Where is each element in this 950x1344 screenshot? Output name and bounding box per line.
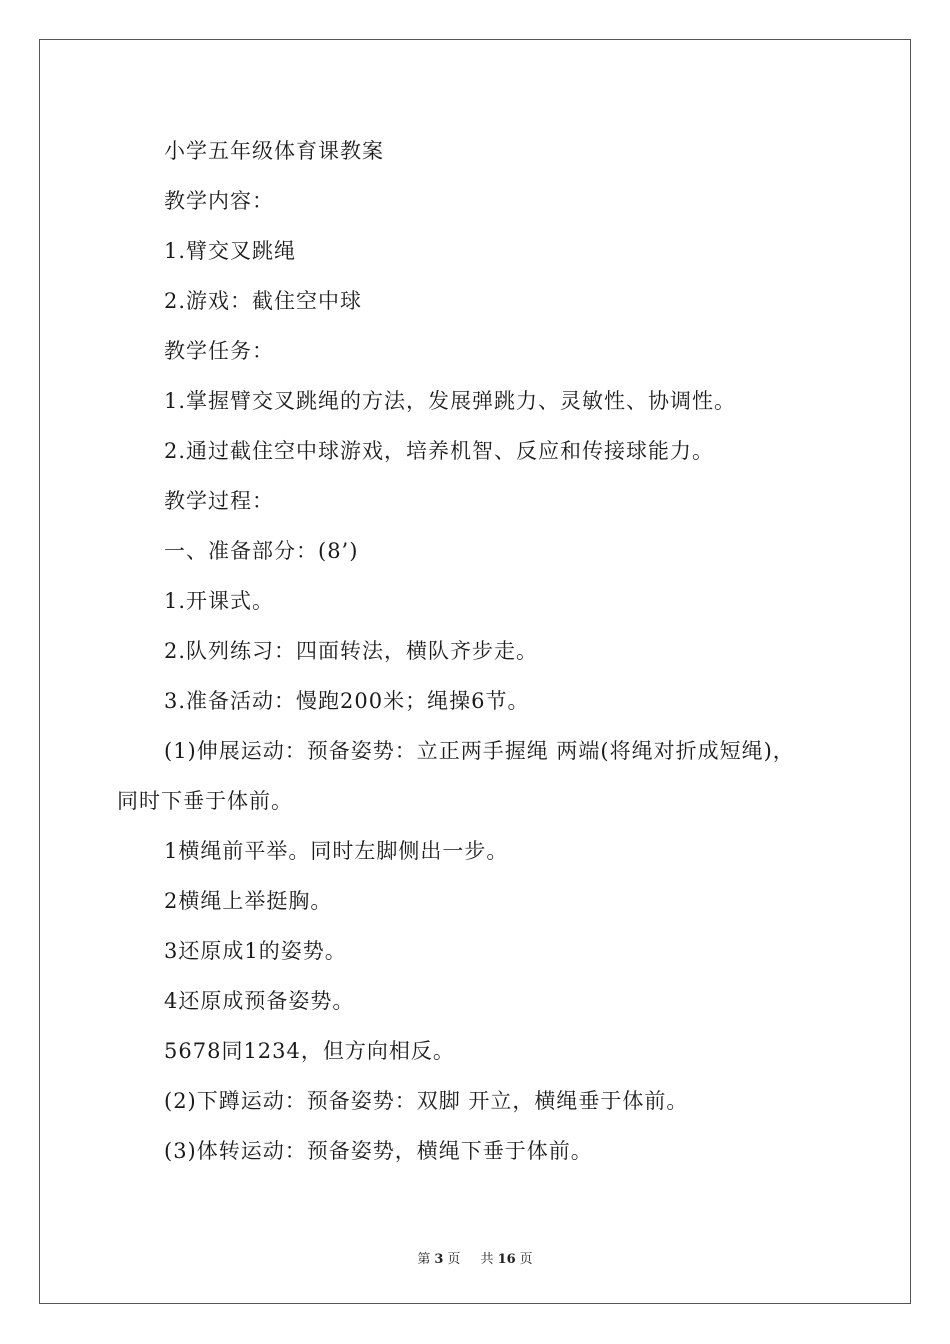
section-heading-process: 教学过程： bbox=[164, 489, 274, 513]
twist-exercise: (3)体转运动：预备姿势，横绳下垂于体前。 bbox=[164, 1139, 593, 1163]
total-pages-indicator: 共 16 页 bbox=[480, 1252, 533, 1267]
process-step-1: 1.开课式。 bbox=[164, 589, 275, 613]
exercise-step-3: 3还原成1的姿势。 bbox=[164, 939, 347, 963]
page-footer bbox=[0, 1248, 950, 1267]
page-indicator: 第 3 页 bbox=[417, 1252, 461, 1267]
squat-exercise: (2)下蹲运动：预备姿势：双脚 开立，横绳垂于体前。 bbox=[164, 1089, 689, 1113]
content-item-1: 1.臂交叉跳绳 bbox=[164, 239, 297, 263]
process-part-1: 一、准备部分：(8’) bbox=[164, 539, 359, 563]
document-title: 小学五年级体育课教案 bbox=[164, 139, 384, 163]
process-step-2: 2.队列练习：四面转法，横队齐步走。 bbox=[164, 639, 539, 663]
process-step-3: 3.准备活动：慢跑200米；绳操6节。 bbox=[164, 689, 530, 713]
task-item-2: 2.通过截住空中球游戏，培养机智、反应和传接球能力。 bbox=[164, 439, 715, 463]
exercise-step-4: 4还原成预备姿势。 bbox=[164, 989, 355, 1013]
content-item-2: 2.游戏：截住空中球 bbox=[164, 289, 363, 313]
exercise-step-5678: 5678同1234，但方向相反。 bbox=[164, 1039, 455, 1063]
section-heading-content: 教学内容： bbox=[164, 189, 274, 213]
task-item-1: 1.掌握臂交叉跳绳的方法，发展弹跳力、灵敏性、协调性。 bbox=[164, 389, 737, 413]
section-heading-tasks: 教学任务： bbox=[164, 339, 274, 363]
stretch-exercise-line-2: 同时下垂于体前。 bbox=[117, 789, 293, 813]
stretch-exercise-line-1: (1)伸展运动：预备姿势：立正两手握绳 两端(将绳对折成短绳)， bbox=[164, 739, 795, 763]
document-body bbox=[117, 126, 857, 1176]
exercise-step-1: 1横绳前平举。同时左脚侧出一步。 bbox=[164, 839, 509, 863]
exercise-step-2: 2横绳上举挺胸。 bbox=[164, 889, 333, 913]
